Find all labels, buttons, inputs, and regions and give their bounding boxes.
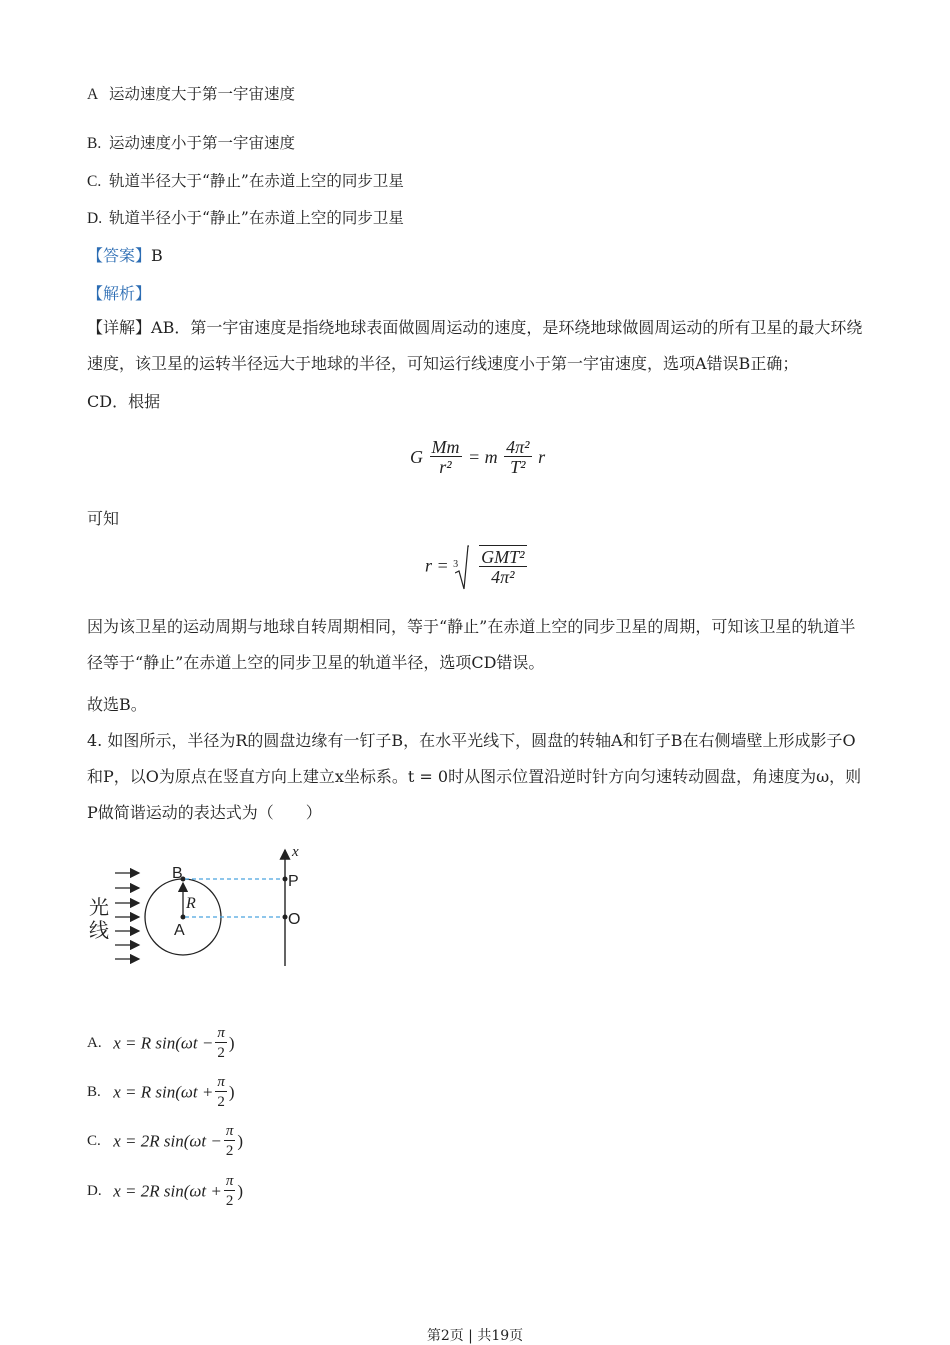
question-4-stem — [87, 723, 867, 831]
label-x: x — [292, 844, 299, 860]
detail-text-ab: AB．第一宇宙速度是指绕地球表面做圆周运动的速度，是环绕地球做圆周运动的所有卫星的最大环绕速度，该卫星的运转半径远大于地球的半径，可知运行线速度小于第一宇宙速度，选项A错误B正确； — [87, 318, 863, 373]
fraction-pi-2 — [224, 1172, 236, 1211]
analysis-tag: 【解析】 — [87, 284, 152, 303]
fraction-4pi2-t2 — [504, 438, 531, 477]
fraction-denominator: 4π² — [491, 567, 515, 587]
formula-g: G — [410, 447, 423, 467]
fraction-numerator: GMT² — [481, 547, 525, 567]
option-label: D. — [87, 210, 103, 227]
fraction-pi-2 — [215, 1024, 227, 1063]
option-formula-post: ) — [228, 1082, 235, 1102]
cube-root — [453, 545, 528, 587]
light-arrows — [115, 873, 139, 959]
option-label: C. — [87, 173, 102, 190]
question-4-text: 4. 如图所示，半径为R的圆盘边缘有一钉子B，在水平光线下，圆盘的转轴A和钉子B在右侧墙壁上形成影子O和P，以O为原点在竖直方向上建立x坐标系。t = 0时从图示位置沿逆时针方向匀速转动圆盘，角速度为ω，则P做简谐运动的表达式为（ ） — [87, 731, 862, 822]
q4-option-a — [87, 1024, 235, 1063]
radius-formula — [425, 545, 529, 587]
q3-option-b — [87, 131, 295, 153]
page-footer: 第2页 | 共19页 — [426, 1328, 524, 1344]
label-o: O — [288, 911, 301, 928]
detail-paragraph-cd — [87, 384, 867, 420]
detail-paragraph-ab — [87, 310, 867, 382]
q4-option-d — [87, 1172, 243, 1211]
detail-text-choice: 故选B。 — [87, 695, 147, 714]
option-formula-pre: x = R sin(ωt + — [113, 1082, 214, 1102]
fraction-numerator: π — [217, 1025, 225, 1041]
detail-text-cd: CD．根据 — [87, 392, 161, 411]
fraction-numerator: 4π² — [506, 437, 530, 457]
q3-option-d — [87, 206, 404, 228]
detail-paragraph-conclusion — [87, 609, 867, 681]
gravitation-formula — [410, 438, 545, 477]
detail-text-kezhi: 可知 — [87, 509, 120, 528]
label-p: P — [288, 873, 299, 890]
label-b: B — [172, 865, 183, 882]
option-label: A. — [87, 1035, 102, 1052]
fraction-numerator: π — [217, 1074, 225, 1090]
fraction-pi-2 — [224, 1122, 236, 1161]
option-formula-post: ) — [237, 1181, 244, 1201]
detail-text-conclusion: 因为该卫星的运动周期与地球自转周期相同，等于“静止”在赤道上空的同步卫星的周期，可知该卫星的轨道半径等于“静止”在赤道上空的同步卫星的轨道半径，选项CD错误。 — [87, 617, 856, 672]
formula-r: r — [538, 447, 546, 467]
q3-option-c — [87, 169, 404, 191]
fraction-denominator: r² — [439, 457, 452, 477]
label-r: R — [186, 895, 196, 912]
formula-equals-m: = m — [468, 447, 498, 467]
radical-sign-icon — [455, 545, 469, 591]
option-label: B. — [87, 1084, 101, 1101]
formula-lhs: r = — [425, 555, 449, 576]
answer-tag: 【答案】 — [87, 246, 152, 265]
point-p-dot — [283, 877, 288, 882]
option-label: A — [87, 86, 99, 103]
option-text: 轨道半径小于“静止”在赤道上空的同步卫星 — [109, 209, 404, 227]
fraction-denominator: 2 — [225, 1143, 234, 1159]
fraction-numerator: π — [225, 1123, 234, 1139]
fraction-mm-r2 — [430, 438, 462, 477]
fraction-numerator: Mm — [431, 437, 460, 457]
analysis-line — [87, 281, 151, 304]
answer-value: B — [151, 246, 163, 265]
option-formula-pre: x = 2R sin(ωt + — [113, 1181, 222, 1201]
label-a: A — [174, 922, 185, 939]
option-formula-post: ) — [228, 1033, 235, 1053]
option-text: 运动速度小于第一宇宙速度 — [109, 134, 296, 152]
disk-shadow-figure — [85, 838, 325, 973]
light-label-2: 线 — [89, 918, 109, 942]
option-formula-pre: x = R sin(ωt − — [113, 1033, 214, 1053]
option-formula-post: ) — [237, 1131, 244, 1151]
fraction-numerator: π — [225, 1173, 234, 1189]
fraction-gmt2-4pi2 — [479, 545, 526, 587]
point-o-dot — [283, 915, 288, 920]
fraction-pi-2 — [215, 1073, 227, 1112]
fraction-denominator: 2 — [217, 1094, 225, 1110]
q3-option-a — [87, 82, 295, 104]
axis-a-dot — [181, 915, 186, 920]
option-formula-pre: x = 2R sin(ωt − — [113, 1131, 222, 1151]
q4-option-b — [87, 1073, 235, 1112]
fraction-denominator: 2 — [225, 1193, 234, 1209]
option-text: 轨道半径大于“静止”在赤道上空的同步卫星 — [109, 172, 404, 190]
option-label: D. — [87, 1183, 102, 1200]
option-label: B. — [87, 135, 102, 152]
root-index: 3 — [453, 559, 459, 570]
option-label: C. — [87, 1133, 101, 1150]
answer-line — [87, 243, 163, 266]
detail-tag: 【详解】 — [87, 318, 152, 337]
fraction-denominator: 2 — [217, 1045, 225, 1061]
fraction-denominator: T² — [510, 457, 526, 477]
q4-option-c — [87, 1122, 243, 1161]
option-text: 运动速度大于第一宇宙速度 — [109, 85, 296, 103]
light-label-1: 光 — [89, 895, 109, 919]
